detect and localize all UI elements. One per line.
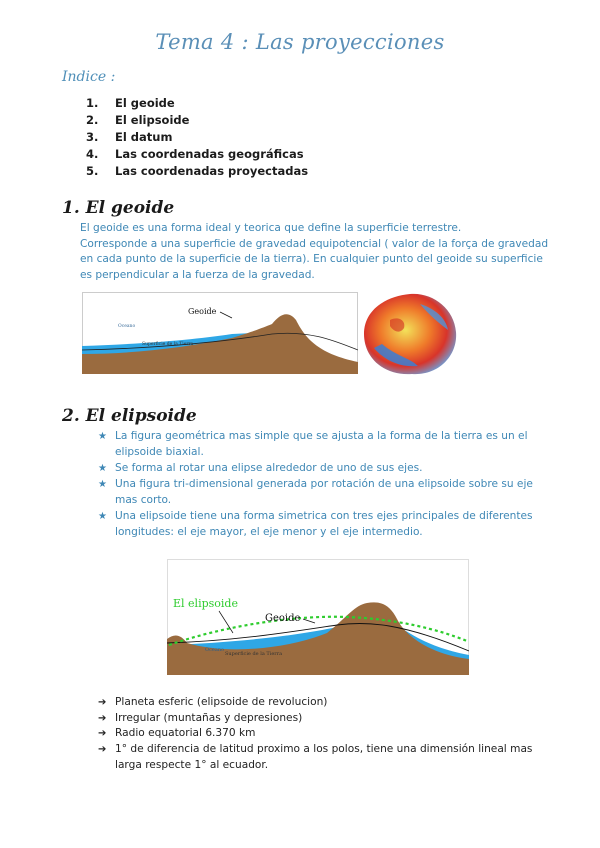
toc-label: Las coordenadas geográficas [115,147,304,161]
toc-item [86,95,308,112]
arrow-list-item [98,695,558,711]
ellipsoid-geoid-figure [167,559,469,675]
toc-item [86,146,308,163]
text-line: Radio equatorial 6.370 km [115,727,256,740]
page-title: Tema 4 : Las proyecciones [155,30,445,54]
toc-number: 5. [86,164,99,178]
section-heading-geoide: 1. El geoide [62,198,175,218]
text-line: larga respecte 1° al ecuador. [115,758,269,771]
star-list-item [98,509,558,540]
star-list-item [98,429,558,460]
index-heading: Indice : [62,69,116,85]
elipsoide-label: El elipsoide [173,597,238,610]
ocean-label: Oceano [118,324,136,329]
text-line: Irregular (muntañas y depresiones) [115,711,303,724]
text-line: mas corto. [115,493,172,506]
text-line: Se forma al rotar una elipse alrededor de uno de sus ejes. [115,461,423,474]
arrow-right-icon: ➔ [98,697,107,708]
star-list-item [98,477,558,508]
arrow-list-item [98,742,558,773]
surface-label: Superficie de la Tierra [225,651,283,657]
star-icon: ★ [98,431,107,442]
toc-label: El elipsoide [115,113,190,127]
arrow-list-item [98,711,558,727]
toc-number: 4. [86,147,99,161]
text-line: en cada punto de la superficie de la tierra). En cualquier punto del geoide su superficie [80,253,543,266]
star-icon: ★ [98,479,107,491]
geoide-label: Geoide [265,613,301,624]
text-line: es perpendicular a la fuerza de la gravedad. [80,269,315,282]
text-line: Planeta esferic (elipsoide de revolucion) [115,696,328,708]
elipsoide-facts [98,695,558,774]
geoid-globe-image [360,290,460,378]
toc-item [86,163,308,180]
arrow-right-icon: ➔ [98,744,107,756]
text-line: 1° de diferencia de latitud proximo a los polos, tiene una dimensión lineal mas [115,743,533,756]
text-line: Una figura tri-dimensional generada por rotación de una elipsoide sobre su eje [115,478,533,491]
toc-number: 1. [86,96,99,110]
text-line: La figura geométrica mas simple que se ajusta a la forma de la tierra es un el [115,430,528,442]
text-line: Una elipsoide tiene una forma simetrica con tres ejes principales de diferentes [115,510,533,523]
geoid-cross-section-figure [82,292,358,374]
toc-label: El geoide [115,96,175,110]
geoide-description [80,221,560,284]
ocean-label: Oceano [205,647,225,653]
text-line: elipsoide biaxial. [115,445,204,458]
text-line: longitudes: el eje mayor, el eje menor y el eje intermedio. [115,525,423,538]
toc-number: 2. [86,113,99,127]
arrow-right-icon: ➔ [98,712,107,724]
table-of-contents [86,95,308,180]
toc-number: 3. [86,130,99,144]
toc-label: El datum [115,130,173,144]
arrow-right-icon: ➔ [98,728,107,740]
star-icon: ★ [98,511,107,523]
toc-item [86,129,308,146]
text-line: Corresponde a una superficie de gravedad equipotencial ( valor de la força de gravedad [80,237,549,250]
star-icon: ★ [98,462,107,474]
text-line: El geoide es una forma ideal y teorica que define la superficie terrestre. [80,222,462,234]
arrow-list-item [98,726,558,742]
toc-label: Las coordenadas proyectadas [115,164,309,178]
geoide-label: Geoide [188,307,217,316]
surface-label: Superficie de la Tierra [142,342,194,347]
elipsoide-bullets [98,429,558,541]
star-list-item [98,461,558,477]
toc-item [86,112,308,129]
section-heading-elipsoide: 2. El elipsoide [62,406,197,426]
